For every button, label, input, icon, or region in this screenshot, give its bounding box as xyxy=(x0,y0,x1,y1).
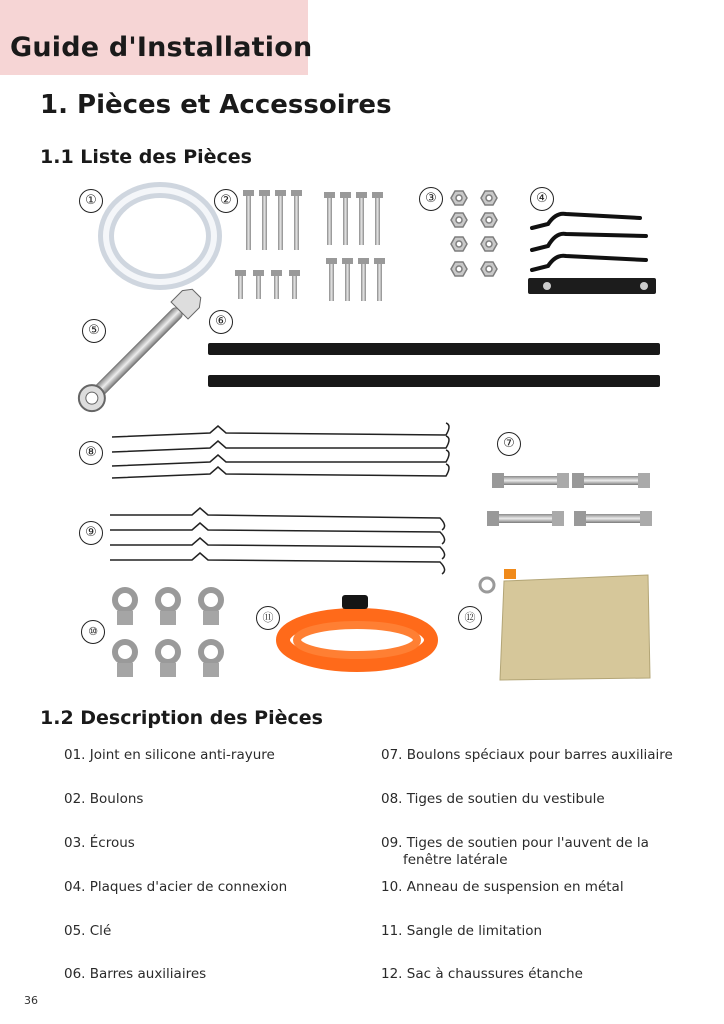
desc-item-04: 04. Plaques d'acier de connexion xyxy=(64,879,288,895)
bolts-image xyxy=(235,190,385,301)
eye-rings-image xyxy=(115,590,221,677)
guide-title: Guide d'Installation xyxy=(10,32,313,63)
desc-item-12: 12. Sac à chaussures étanche xyxy=(381,966,583,982)
vestibule-rods-image xyxy=(112,423,449,478)
desc-item-11: 11. Sangle de limitation xyxy=(381,923,543,939)
desc-item-03: 03. Écrous xyxy=(64,835,135,851)
marker-7: ⑦ xyxy=(497,432,521,456)
desc-item-09 xyxy=(381,835,649,869)
marker-4: ④ xyxy=(530,187,554,211)
marker-3: ③ xyxy=(419,187,443,211)
marker-10: ⑩ xyxy=(81,620,105,644)
parts-list-title: 1.1 Liste des Pièces xyxy=(40,146,252,168)
page-number: 36 xyxy=(24,994,38,1007)
auxiliary-bars-image xyxy=(208,343,660,387)
marker-6: ⑥ xyxy=(209,310,233,334)
shoe-bag-image xyxy=(480,569,650,680)
marker-11: ⑪ xyxy=(256,606,280,630)
marker-2: ② xyxy=(214,189,238,213)
marker-1: ① xyxy=(79,189,103,213)
desc-item-10: 10. Anneau de suspension en métal xyxy=(381,879,624,895)
limit-strap-image xyxy=(283,595,431,665)
wrench-image xyxy=(73,284,205,416)
silicone-seal-image xyxy=(106,190,214,282)
desc-item-06: 06. Barres auxiliaires xyxy=(64,966,207,982)
desc-item-08: 08. Tiges de soutien du vestibule xyxy=(381,791,605,807)
desc-item-02: 02. Boulons xyxy=(64,791,144,807)
marker-5: ⑤ xyxy=(82,319,106,343)
desc-item-09-line2: fenêtre latérale xyxy=(403,852,508,868)
marker-12: ⑫ xyxy=(458,606,482,630)
desc-item-01: 01. Joint en silicone anti-rayure xyxy=(64,747,275,763)
section-title: 1. Pièces et Accessoires xyxy=(40,90,392,120)
marker-9: ⑨ xyxy=(79,521,103,545)
desc-item-07: 07. Boulons spéciaux pour barres auxiliaire xyxy=(381,747,673,763)
nuts-image xyxy=(451,191,497,276)
marker-8: ⑧ xyxy=(79,441,103,465)
awning-rods-image xyxy=(110,508,445,574)
steel-plates-image xyxy=(528,214,656,294)
description-title: 1.2 Description des Pièces xyxy=(40,707,323,729)
special-bolts-image xyxy=(487,473,652,526)
desc-item-09-line1: 09. Tiges de soutien pour l'auvent de la xyxy=(381,835,649,851)
desc-item-05: 05. Clé xyxy=(64,923,112,939)
